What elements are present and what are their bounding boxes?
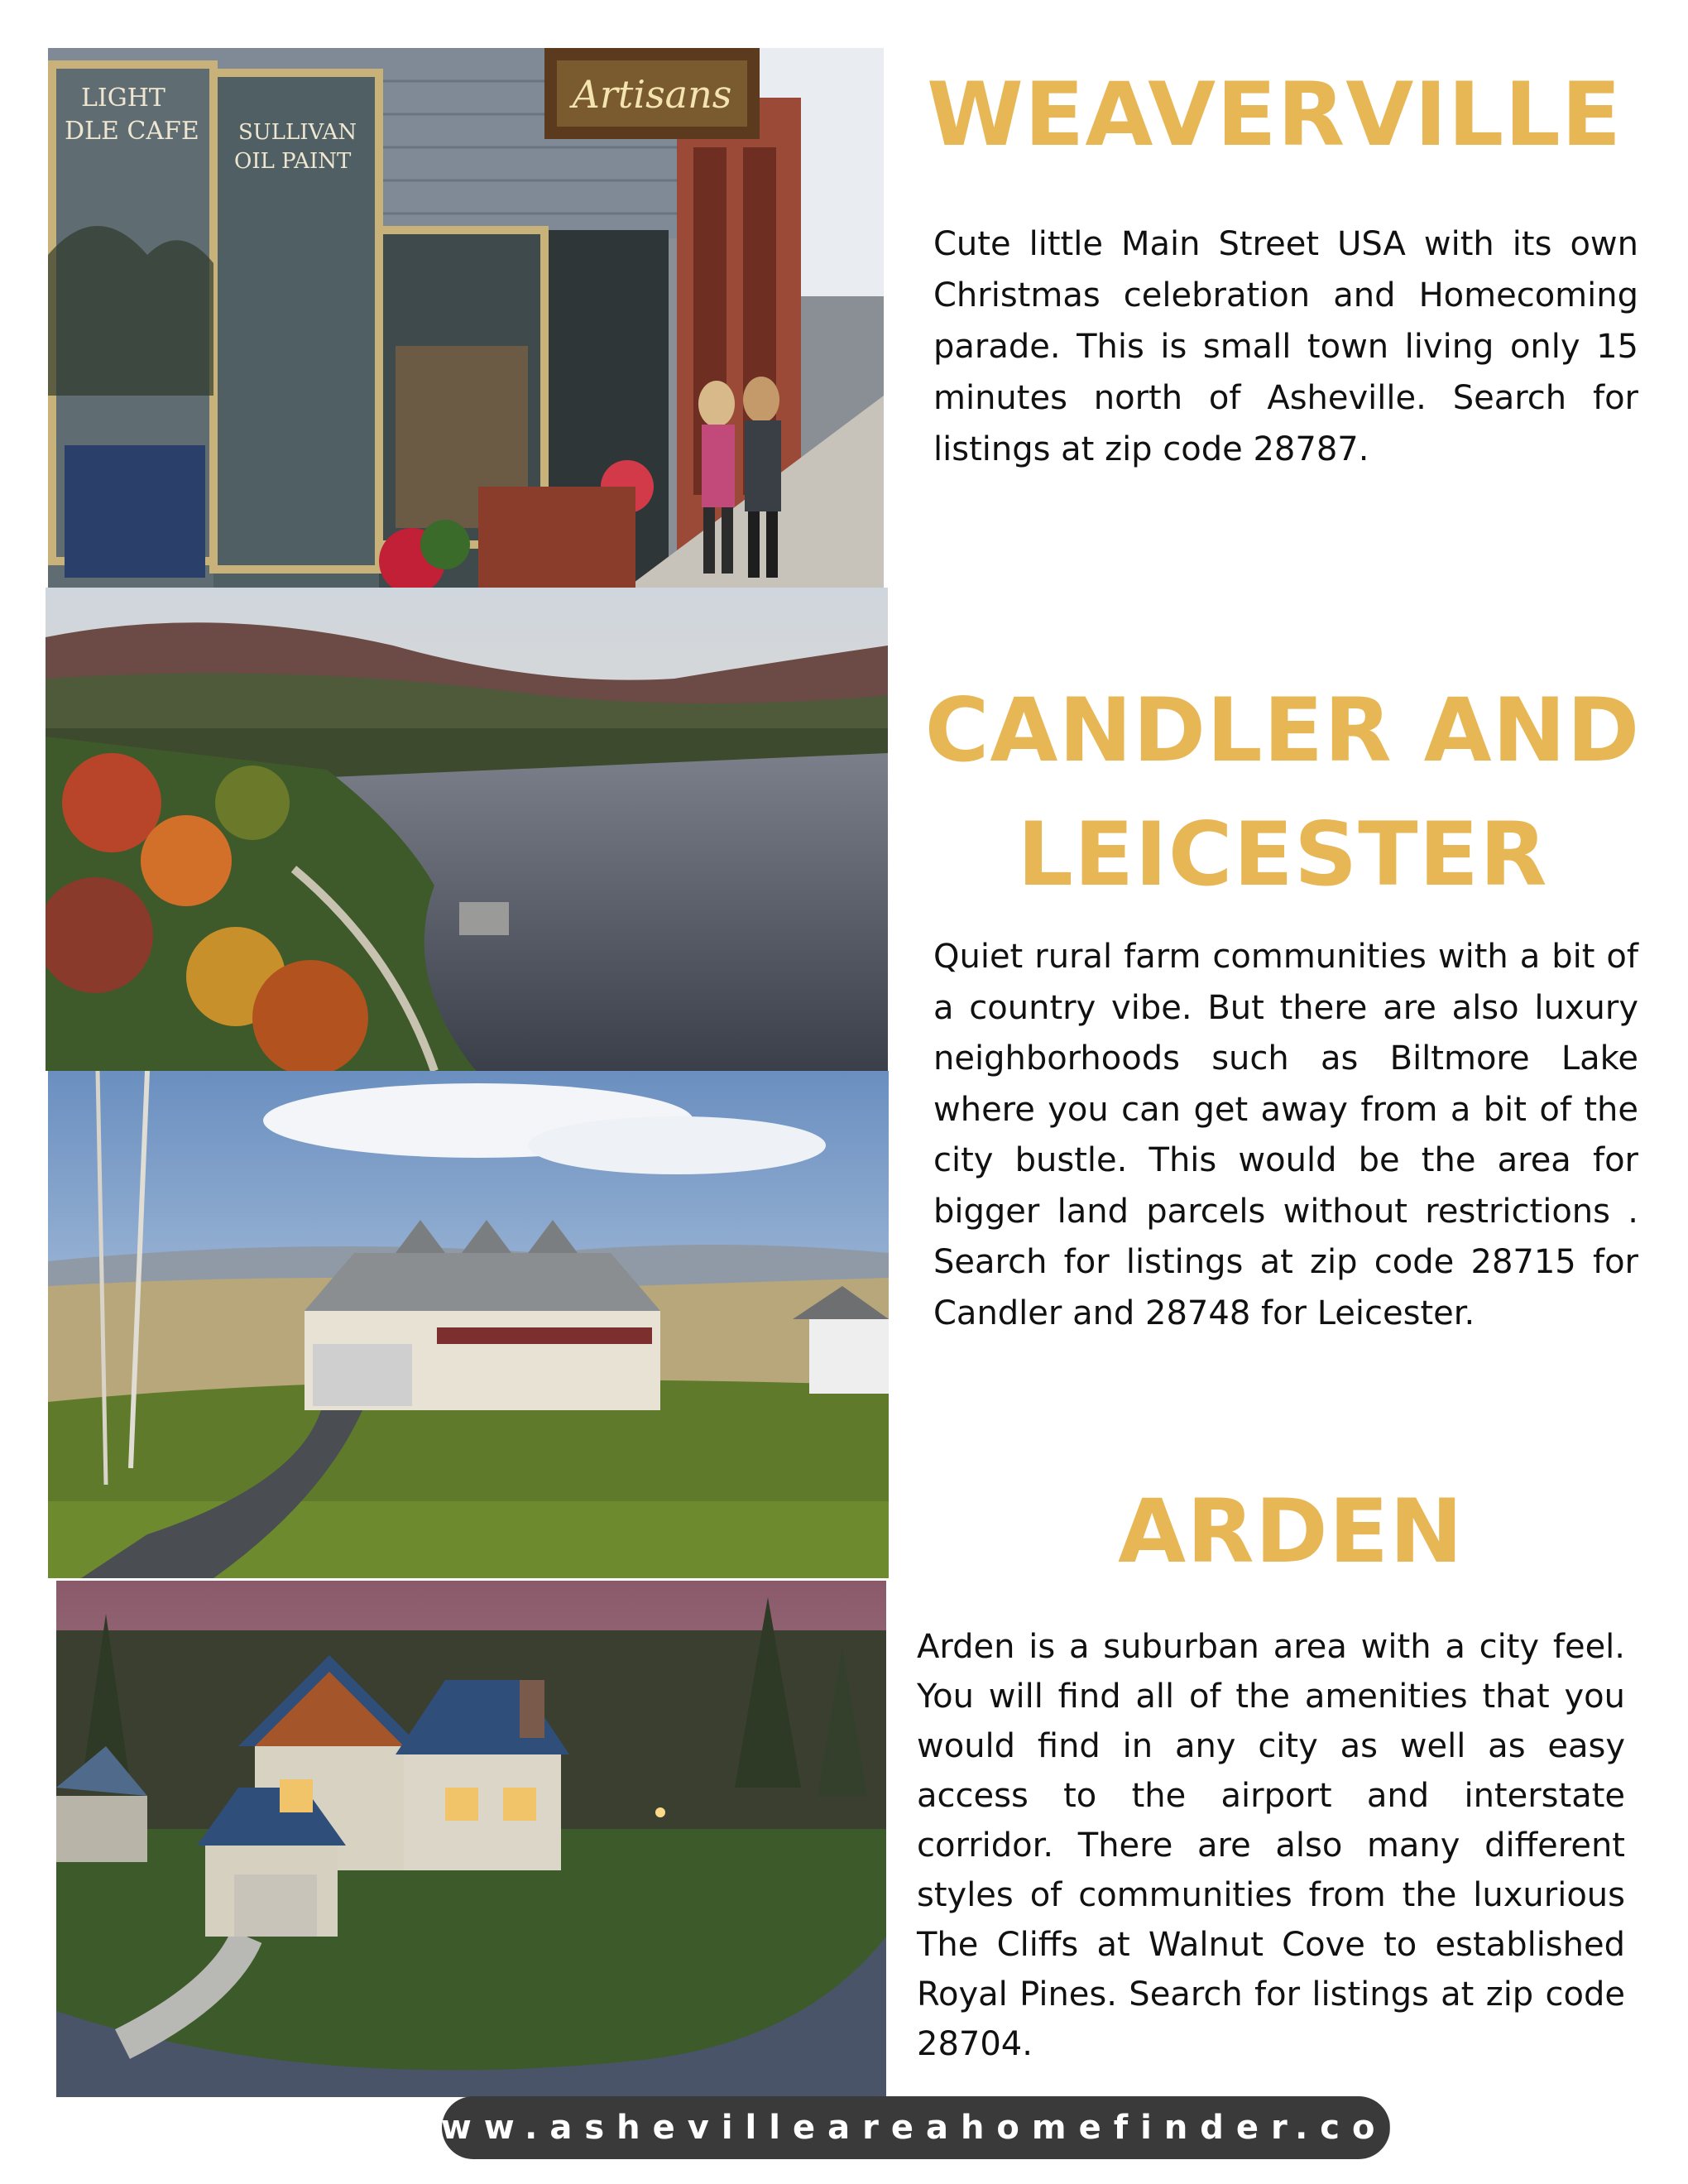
weaverville-description: Cute little Main Street USA with its own Christmas celebration and Homecoming parade. This is small town living only 15 minutes north of Asheville. Search for listings at zip code 28787. [933,225,1638,468]
weaverville-main-street-photo [48,48,884,588]
window-lettering-4: OIL PAINT [234,149,352,174]
arden-suburban-house-photo [56,1581,886,2097]
arden-heading: ARDEN [1118,1481,1464,1582]
window-lettering-1: LIGHT [81,84,165,113]
leicester-farmhouse-photo [48,1071,889,1578]
candler-leicester-description: Quiet rural farm communities with a bit of a country vibe. But there are also luxury neighborhoods such as Biltmore Lake where you can get away from a bit of the city bustle. This would be the area for bigger land parcels without restrictions . Search for listings at zip code 28715 for Candler and 28748 for Leicester. [933,938,1638,1332]
website-url[interactable]: www.ashevilleareahomefinder.com [397,2109,1435,2147]
artisans-sign: Artisans [572,72,732,117]
window-lettering-2: DLE CAFE [65,117,199,146]
biltmore-lake-photo [46,588,888,1071]
candler-leicester-heading: CANDLER AND LEICESTER [924,679,1641,905]
window-lettering-3: SULLIVAN [238,120,357,145]
arden-description: Arden is a suburban area with a city feel. You will find all of the amenities that you would find in any city as well as easy access to the airport and interstate corridor. There are also many different styles of communities from the luxurious The Cliffs at Walnut Cove to established Royal Pines. Search for listings at zip code 28704. [917,1628,1625,2063]
weaverville-heading: WEAVERVILLE [927,64,1623,166]
website-url-banner[interactable] [397,2096,1435,2159]
